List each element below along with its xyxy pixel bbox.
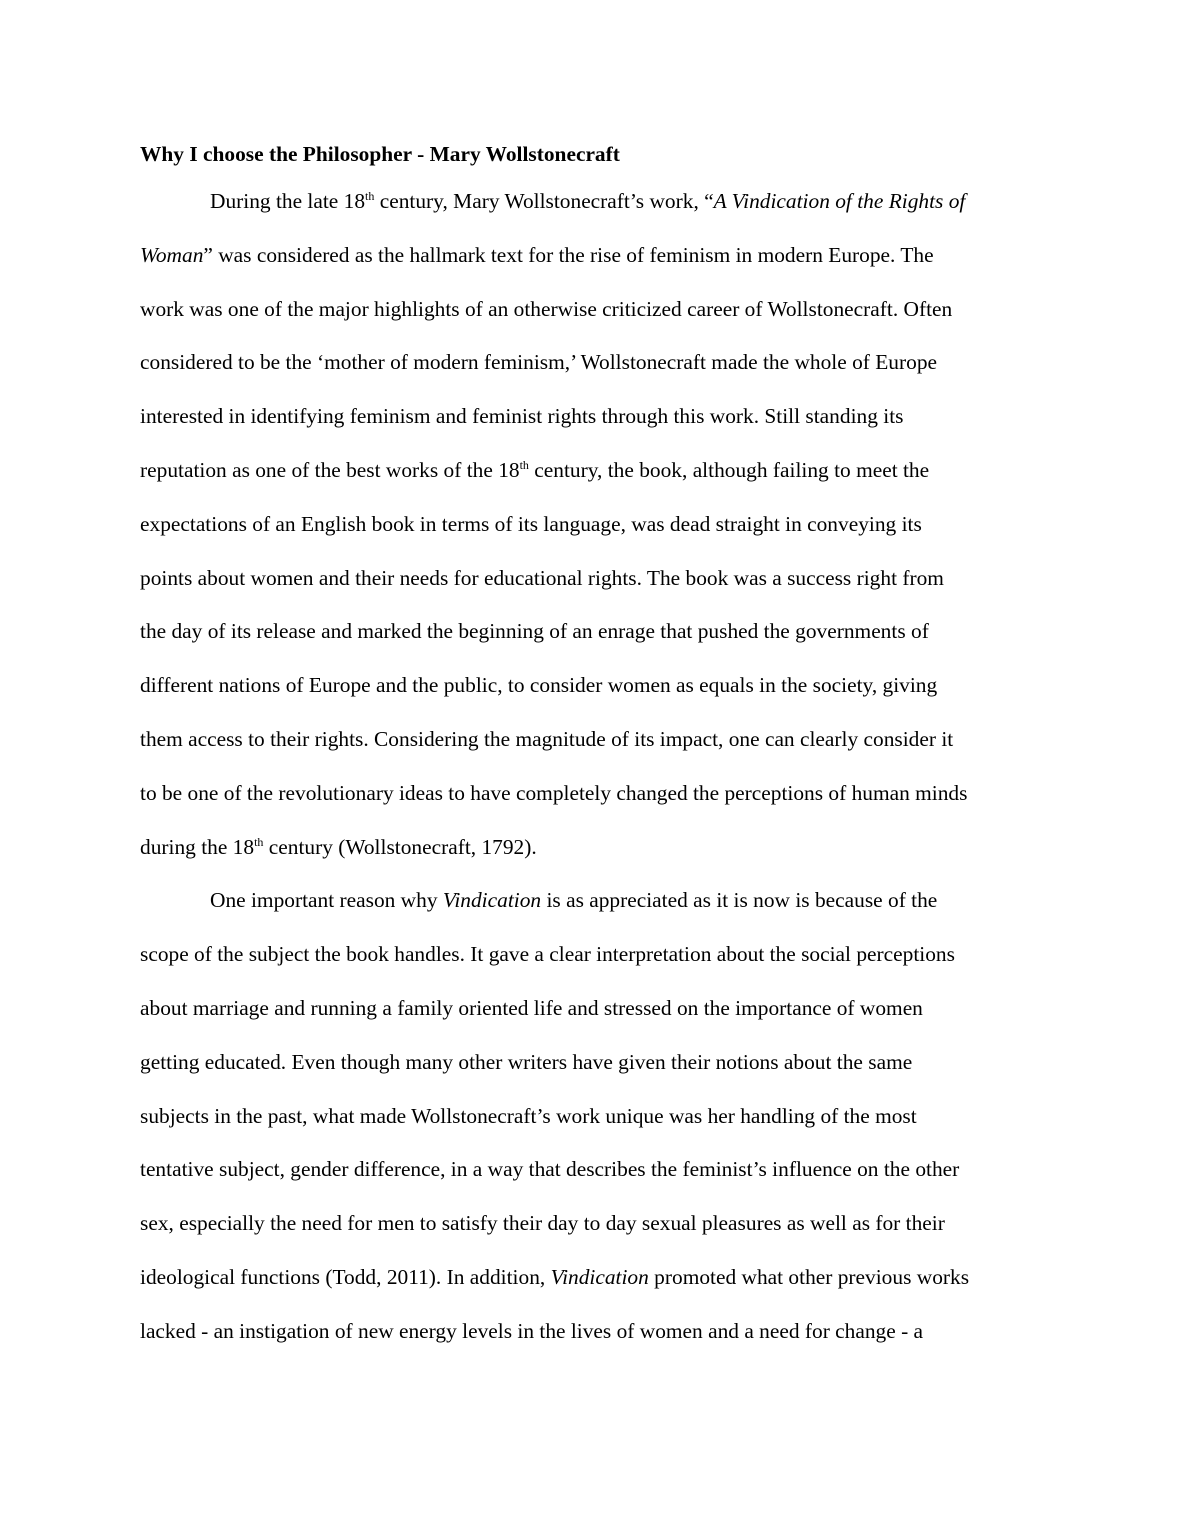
- paragraph-2-line-2: scope of the subject the book handles. It gave a clear interpretation about the social perceptions: [140, 942, 955, 967]
- paragraph-2-line-3: about marriage and running a family oriented life and stressed on the importance of women: [140, 995, 923, 1020]
- paragraph-1-line-9: the day of its release and marked the beginning of an enrage that pushed the governments of: [140, 619, 929, 644]
- ordinal-suffix: th: [365, 189, 375, 203]
- book-title-italic: A Vindication of the Rights of: [713, 189, 966, 213]
- paragraph-1-line-4: considered to be the ‘mother of modern feminism,’ Wollstonecraft made the whole of Europe: [140, 350, 938, 375]
- paragraph-1-line-2: Woman” was considered as the hallmark text for the rise of feminism in modern Europe. The: [140, 242, 934, 267]
- paragraph-1-line-6: reputation as one of the best works of the 18th century, the book, although failing to meet the: [140, 457, 930, 482]
- paragraph-1-line-13: during the 18th century (Wollstonecraft, 1792).: [140, 834, 537, 859]
- paragraph-1-line-1: During the late 18th century, Mary Wollstonecraft’s work, “A Vindication of the Rights of: [210, 189, 966, 213]
- paragraph-1-line-3: work was one of the major highlights of an otherwise criticized career of Wollstonecraft. Often: [140, 296, 953, 321]
- paragraph-1-line-10: different nations of Europe and the public, to consider women as equals in the society, giving: [140, 673, 938, 698]
- paragraph-1-line-5: interested in identifying feminism and feminist rights through this work. Still standing its: [140, 404, 904, 429]
- ordinal-suffix: th: [254, 834, 264, 849]
- paragraph-2-line-5: subjects in the past, what made Wollstonecraft’s work unique was her handling of the most: [140, 1103, 917, 1128]
- paragraph-2-line-4: getting educated. Even though many other writers have given their notions about the same: [140, 1049, 913, 1074]
- paragraph-1-line-12: to be one of the revolutionary ideas to have completely changed the perceptions of human minds: [140, 780, 968, 805]
- paragraph-1: [140, 175, 1052, 874]
- paragraph-2-line-6: tentative subject, gender difference, in a way that describes the feminist’s influence on the other: [140, 1157, 960, 1182]
- document-title: Why I choose the Philosopher - Mary Wollstonecraft: [140, 142, 620, 166]
- paragraph-2-line-9: lacked - an instigation of new energy levels in the lives of women and a need for change - a: [140, 1318, 924, 1343]
- book-title-italic: Vindication: [550, 1264, 649, 1289]
- paragraph-2-line-8: ideological functions (Todd, 2011). In addition, Vindication promoted what other previous works: [140, 1264, 970, 1289]
- paragraph-1-line-8: points about women and their needs for educational rights. The book was a success right from: [140, 565, 944, 590]
- paragraph-1-line-7: expectations of an English book in terms of its language, was dead straight in conveying its: [140, 511, 922, 536]
- book-title-italic: Vindication: [442, 888, 542, 913]
- book-title-italic: Woman: [140, 242, 204, 267]
- paragraph-1-line-11: them access to their rights. Considering the magnitude of its impact, one can clearly consider it: [140, 726, 954, 751]
- ordinal-suffix: th: [519, 457, 529, 472]
- paragraph-2: [140, 874, 1052, 1358]
- document-body: [140, 133, 1052, 1359]
- paragraph-2-line-1: One important reason why Vindication is as appreciated as it is now is because of the: [210, 888, 938, 913]
- paragraph-2-line-7: sex, especially the need for men to satisfy their day to day sexual pleasures as well as for their: [140, 1211, 945, 1236]
